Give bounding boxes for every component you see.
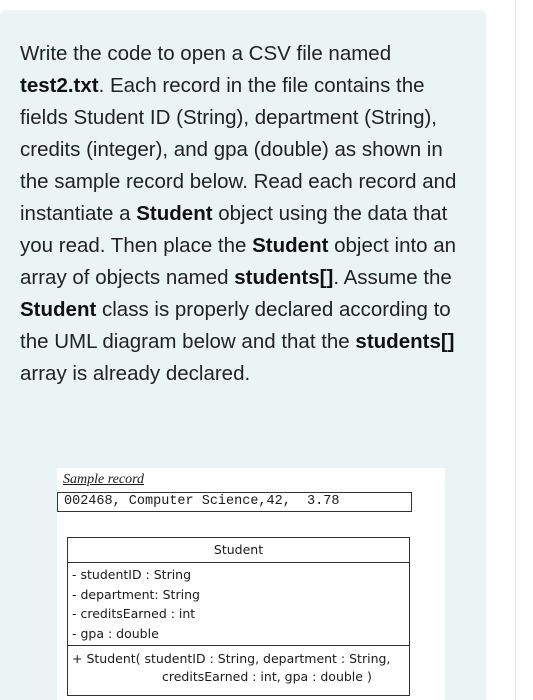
- uml-class-diagram: [67, 537, 410, 696]
- question-text-part: array is already declared.: [20, 362, 251, 385]
- question-text-part: class is properly declared according to the UML diagram below and that the: [20, 298, 451, 353]
- question-text-part: object into an array of objects named: [20, 234, 457, 289]
- uml-attributes: [68, 563, 409, 646]
- uml-attribute: - creditsEarned : int: [72, 606, 196, 621]
- class-name: Student: [136, 202, 213, 225]
- uml-attribute: - gpa : double: [72, 625, 159, 641]
- question-text: [20, 38, 468, 390]
- class-name: Student: [20, 298, 97, 321]
- file-name: test2.txt: [20, 74, 99, 97]
- question-text-part: Write the code to open a CSV file named: [20, 42, 392, 65]
- embedded-figure: [57, 468, 445, 700]
- array-name: students[]: [234, 266, 334, 289]
- array-name: students[]: [355, 330, 455, 353]
- class-name: Student: [252, 234, 329, 257]
- uml-attribute: - studentID : String: [72, 567, 192, 582]
- sidebar-divider: [515, 0, 516, 700]
- uml-constructor-line: creditsEarned : int, gpa : double ): [162, 669, 372, 684]
- uml-attribute: - department: String: [72, 586, 200, 602]
- sample-record-box: 002468, Computer Science,42, 3.78: [57, 492, 412, 512]
- question-text-part: . Assume the: [333, 266, 452, 289]
- sample-record-caption: Sample record: [63, 472, 144, 487]
- uml-constructor-line: + Student( studentID : String, department : String,: [72, 651, 391, 666]
- question-text-part: . Each record in the file contains the fields Student ID (String), department (String), credits (integer), and gpa (double) as shown in the sample record below. Read each record and instantiate a: [20, 74, 457, 225]
- uml-operations: [68, 646, 409, 686]
- question-text-part: object using the data that you read. Then place the: [20, 202, 448, 257]
- question-card: [0, 10, 486, 700]
- uml-class-name: Student: [68, 538, 409, 563]
